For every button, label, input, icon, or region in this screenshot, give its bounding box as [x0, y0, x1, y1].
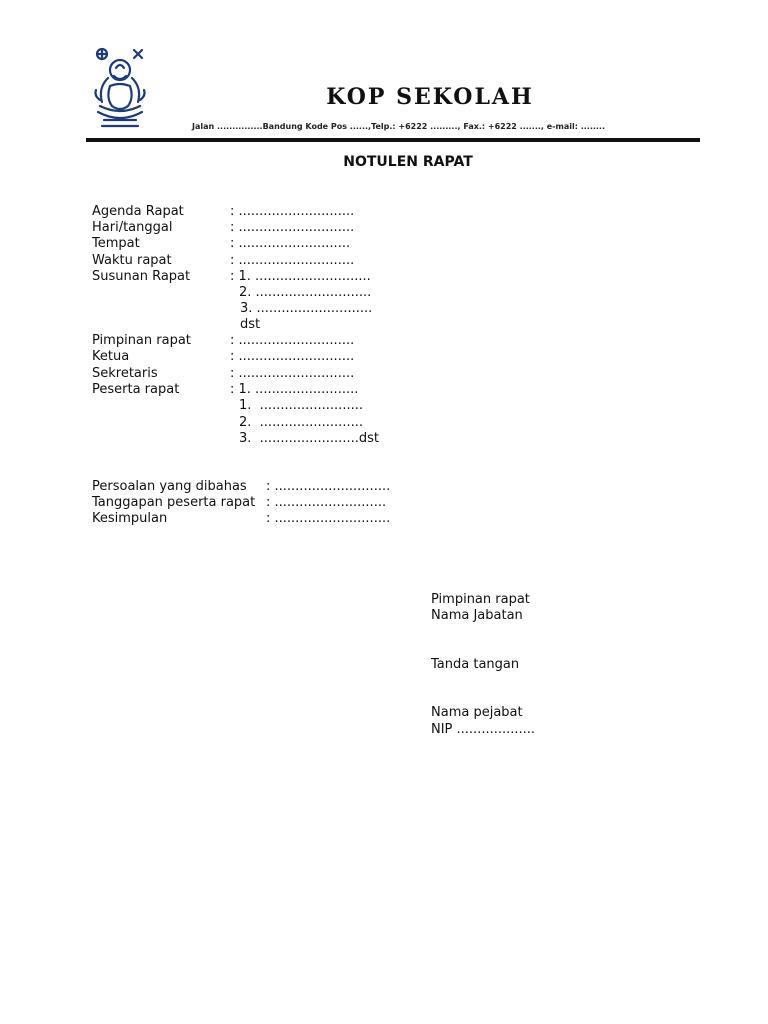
secretary-value: : ............................	[230, 366, 355, 381]
chair-value: : ............................	[230, 349, 355, 364]
signature-nip: NIP ...................	[431, 722, 536, 737]
arrangement-label: Susunan Rapat	[92, 269, 191, 284]
date-value: : ............................	[230, 220, 355, 235]
signature-sign: Tanda tangan	[431, 657, 520, 672]
document-title: NOTULEN RAPAT	[343, 154, 473, 170]
letterhead-divider	[86, 138, 700, 142]
date-label: Hari/tanggal	[92, 220, 173, 235]
arrangement-item: dst	[240, 317, 261, 332]
signature-name: Nama pejabat	[431, 705, 523, 720]
participant-item: : 1. .........................	[230, 382, 359, 397]
leader-label: Pimpinan rapat	[92, 333, 191, 348]
signature-position: Nama Jabatan	[431, 608, 523, 623]
responses-value: : ...........................	[266, 495, 387, 510]
signature-leader: Pimpinan rapat	[431, 592, 530, 607]
place-value: : ...........................	[230, 236, 351, 251]
time-label: Waktu rapat	[92, 253, 172, 268]
issues-value: : ............................	[266, 479, 391, 494]
agenda-value: : ............................	[230, 204, 355, 219]
participant-item: 1. .........................	[239, 398, 363, 413]
arrangement-item: : 1. ............................	[230, 269, 371, 284]
agenda-label: Agenda Rapat	[92, 204, 184, 219]
time-value: : ............................	[230, 253, 355, 268]
arrangement-item: 2. ............................	[239, 285, 372, 300]
place-label: Tempat	[92, 236, 140, 251]
letterhead-address: Jalan ...............Bandung Kode Pos ......,Telp.: +6222 ........., Fax.: +6222 ......., e-mail: ........	[192, 122, 606, 131]
conclusion-value: : ............................	[266, 511, 391, 526]
arrangement-item: 3. ............................	[240, 301, 373, 316]
chair-label: Ketua	[92, 349, 130, 364]
responses-label: Tanggapan peserta rapat	[92, 495, 256, 510]
participant-item: 3. ........................dst	[239, 431, 379, 446]
participant-item: 2. .........................	[239, 415, 363, 430]
conclusion-label: Kesimpulan	[92, 511, 168, 526]
secretary-label: Sekretaris	[92, 366, 158, 381]
letterhead-title: KOP SEKOLAH	[326, 84, 534, 110]
issues-label: Persoalan yang dibahas	[92, 479, 247, 494]
leader-value: : ............................	[230, 333, 355, 348]
school-logo	[90, 46, 150, 130]
participants-label: Peserta rapat	[92, 382, 180, 397]
